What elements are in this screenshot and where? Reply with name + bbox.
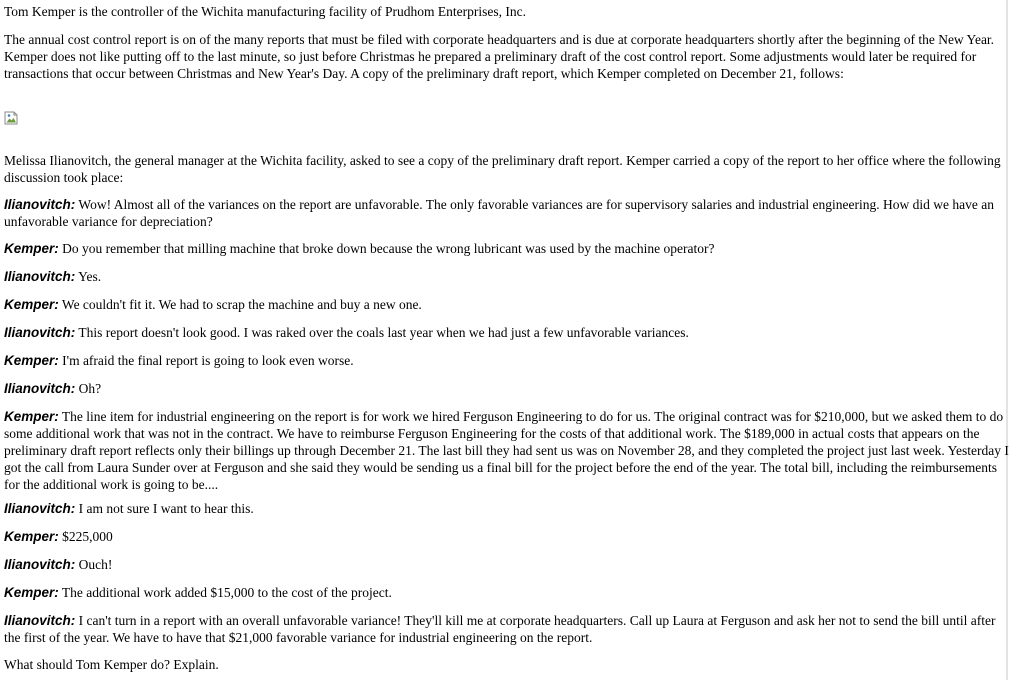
speaker-label: Kemper:	[4, 529, 59, 544]
speaker-label: Ilianovitch:	[4, 557, 76, 572]
dialogue-text: Ouch!	[78, 557, 113, 572]
speaker-label: Kemper:	[4, 241, 59, 256]
dialogue-text: Oh?	[78, 381, 102, 396]
question-paragraph: What should Tom Kemper do? Explain.	[4, 657, 219, 672]
dialogue-text: $225,000	[62, 529, 113, 544]
speaker-label: Kemper:	[4, 409, 59, 424]
dialogue-line	[4, 296, 1012, 313]
dialogue-line	[4, 324, 1012, 341]
speaker-label: Kemper:	[4, 297, 59, 312]
dialogue-line	[4, 352, 1012, 369]
dialogue-text: I am not sure I want to hear this.	[78, 501, 254, 516]
speaker-label: Ilianovitch:	[4, 325, 76, 340]
broken-image-icon	[4, 111, 18, 125]
speaker-label: Kemper:	[4, 353, 59, 368]
speaker-label: Ilianovitch:	[4, 613, 76, 628]
speaker-label: Ilianovitch:	[4, 501, 76, 516]
dialogue-line	[4, 408, 1012, 493]
dialogue-line	[4, 584, 1012, 601]
speaker-label: Ilianovitch:	[4, 381, 76, 396]
dialogue-line	[4, 380, 1012, 397]
dialogue-line	[4, 556, 1012, 573]
dialogue-line	[4, 528, 1012, 545]
dialogue-line	[4, 612, 1012, 646]
dialogue-text: The additional work added $15,000 to the cost of the project.	[61, 585, 392, 600]
dialogue-text: Do you remember that milling machine that broke down because the wrong lubricant was used by the machine operator?	[62, 241, 715, 256]
dialogue-text: I'm afraid the final report is going to look even worse.	[62, 353, 354, 368]
intro-paragraph: Tom Kemper is the controller of the Wichita manufacturing facility of Prudhom Enterprises, Inc.	[4, 4, 526, 19]
dialogue-text: This report doesn't look good. I was raked over the coals last year when we had just a few unfavorable variances.	[78, 325, 689, 340]
dialogue-line	[4, 268, 1012, 285]
speaker-label: Ilianovitch:	[4, 197, 76, 212]
dialogue-line	[4, 240, 1012, 257]
speaker-label: Ilianovitch:	[4, 269, 76, 284]
dialogue-text: I can't turn in a report with an overall unfavorable variance! They'll kill me at corporate headquarters. Call up Laura at Ferguson and ask her not to send the bill until after the first of the year. We have to have that $21,000 favorable variance for industrial engineering on the report.	[4, 613, 996, 645]
speaker-label: Kemper:	[4, 585, 59, 600]
dialogue-text: We couldn't fit it. We had to scrap the machine and buy a new one.	[61, 297, 422, 312]
dialogue-text: The line item for industrial engineering on the report is for work we hired Ferguson Engineering to do for us. The original contract was for $210,000, but we asked them to do some additional work that was not in the contract. We have to reimburse Ferguson Engineering for the costs of that additional work. The $189,000 in actual costs that appears on the preliminary draft report reflects only their billings up through December 21. The last bill they had sent us was on November 28, and they completed the project just last week. Yesterday I got the call from Laura Sunder over at Ferguson and she said they would be sending us a final bill for the project before the end of the year. The total bill, including the reimbursements for the additional work is going to be....	[4, 409, 1009, 492]
setup-paragraph: The annual cost control report is on of the many reports that must be filed with corporate headquarters and is due at corporate headquarters shortly after the beginning of the New Year. Kemper does not like putting off to the last minute, so just before Christmas he prepared a preliminary draft of the cost control report. Some adjustments would later be required for transactions that occur between Christmas and New Year's Day. A copy of the preliminary draft report, which Kemper completed on December 21, follows:	[4, 32, 995, 81]
dialogue-line	[4, 500, 1012, 517]
dialogue-text: Wow! Almost all of the variances on the report are unfavorable. The only favorable variances are for supervisory salaries and industrial engineering. How did we have an unfavorable variance for depreciation?	[4, 197, 994, 229]
dialogue-text: Yes.	[78, 269, 102, 284]
context-paragraph: Melissa Ilianovitch, the general manager at the Wichita facility, asked to see a copy of the preliminary draft report. Kemper carried a copy of the report to her office where the following discussion took place:	[4, 153, 1001, 185]
dialogue-line	[4, 196, 1012, 230]
